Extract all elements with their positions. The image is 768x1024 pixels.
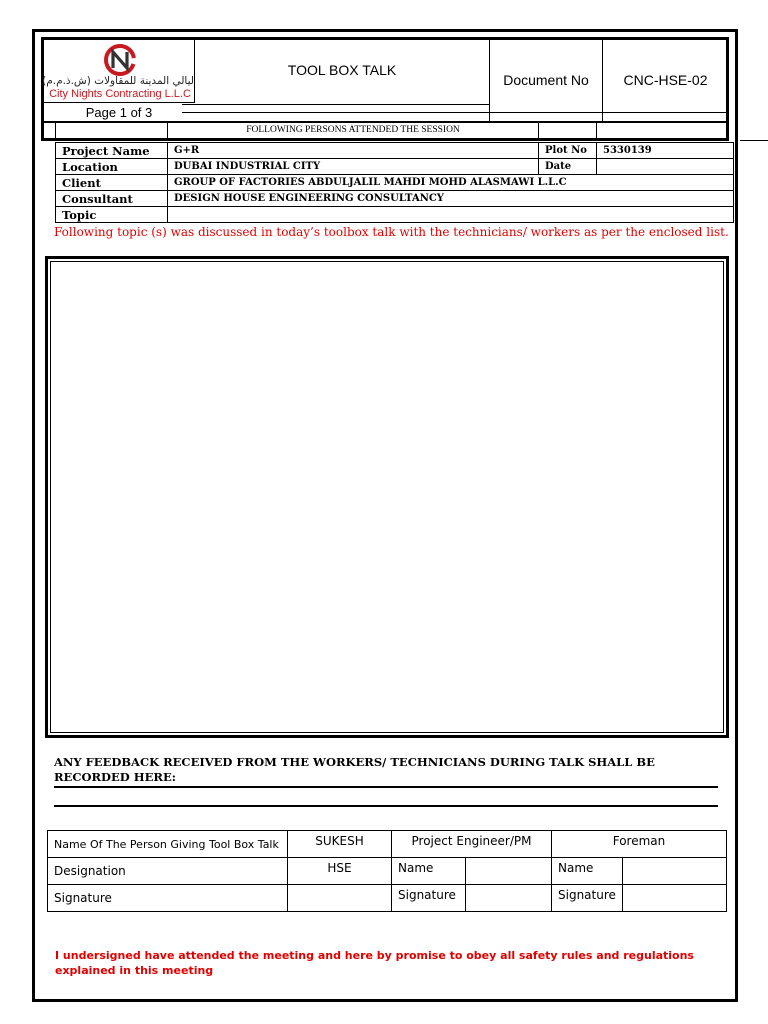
date-value[interactable] bbox=[597, 159, 734, 175]
signature-table bbox=[47, 830, 727, 912]
table-row bbox=[56, 143, 734, 159]
designation-label: Designation bbox=[48, 858, 288, 885]
consultant-value: DESIGN HOUSE ENGINEERING CONSULTANCY bbox=[168, 191, 734, 207]
declaration-text: I undersigned have attended the meeting and here by promise to obey all safety rules and regulations explained in this meeting bbox=[55, 949, 694, 977]
feedback-line[interactable] bbox=[54, 805, 718, 807]
foreman-name-label: Name bbox=[552, 858, 623, 885]
cnc-logo-icon bbox=[98, 43, 142, 77]
table-row bbox=[48, 885, 727, 912]
topic-value[interactable] bbox=[168, 207, 734, 223]
topic-content-inner bbox=[50, 261, 724, 733]
pm-name-field[interactable] bbox=[466, 858, 552, 885]
company-name-arabic: ليالي المدينة للمقاولات (ش.ذ.م.م) bbox=[42, 75, 194, 87]
divider bbox=[490, 112, 726, 113]
foreman-signature-label: Signature bbox=[552, 885, 623, 912]
foreman-signature-field[interactable] bbox=[622, 885, 726, 912]
pm-signature-label: Signature bbox=[392, 885, 466, 912]
giver-name: SUKESH bbox=[288, 831, 392, 858]
company-name-english: City Nights Contracting L.L.C bbox=[49, 88, 191, 100]
location-value: DUBAI INDUSTRIAL CITY bbox=[168, 159, 539, 175]
date-label: Date bbox=[539, 159, 597, 175]
location-label: Location bbox=[56, 159, 168, 175]
pm-heading: Project Engineer/PM bbox=[392, 831, 552, 858]
pm-name-label: Name bbox=[392, 858, 466, 885]
document-title: TOOL BOX TALK bbox=[287, 62, 397, 78]
project-info-table bbox=[55, 142, 734, 223]
giver-signature-field[interactable] bbox=[288, 885, 392, 912]
divider bbox=[182, 112, 490, 113]
project-name-label: Project Name bbox=[56, 143, 168, 159]
divider bbox=[538, 121, 539, 141]
page-indicator: Page 1 of 3 bbox=[85, 105, 153, 120]
intro-text: Following topic (s) was discussed in today’s toolbox talk with the technicians/ workers as per the enclosed list. bbox=[54, 225, 729, 239]
designation-value: HSE bbox=[288, 858, 392, 885]
foreman-heading: Foreman bbox=[552, 831, 727, 858]
pm-signature-field[interactable] bbox=[466, 885, 552, 912]
table-row bbox=[48, 831, 727, 858]
table-row bbox=[56, 175, 734, 191]
client-value: GROUP OF FACTORIES ABDULJALIL MAHDI MOHD ALASMAWI L.L.C bbox=[168, 175, 734, 191]
table-row bbox=[56, 191, 734, 207]
giver-label: Name Of The Person Giving Tool Box Talk bbox=[48, 831, 288, 858]
attendance-heading: FOLLOWING PERSONS ATTENDED THE SESSION bbox=[246, 125, 460, 135]
margin-tick bbox=[740, 140, 768, 141]
divider bbox=[55, 121, 56, 141]
document-no-label: Document No bbox=[503, 72, 589, 88]
divider bbox=[44, 121, 726, 123]
foreman-name-field[interactable] bbox=[622, 858, 726, 885]
company-logo bbox=[42, 41, 194, 103]
feedback-line[interactable] bbox=[54, 786, 718, 788]
divider bbox=[182, 104, 490, 105]
document-no-value: CNC-HSE-02 bbox=[623, 72, 708, 88]
project-name-value: G+R bbox=[168, 143, 539, 159]
topic-label: Topic bbox=[56, 207, 168, 223]
client-label: Client bbox=[56, 175, 168, 191]
plot-no-label: Plot No bbox=[539, 143, 597, 159]
divider bbox=[596, 121, 597, 141]
table-row bbox=[56, 159, 734, 175]
signature-label: Signature bbox=[48, 885, 288, 912]
table-row bbox=[56, 207, 734, 223]
feedback-heading: ANY FEEDBACK RECEIVED FROM THE WORKERS/ TECHNICIANS DURING TALK SHALL BE RECORDED HERE: bbox=[54, 755, 655, 784]
plot-no-value: 5330139 bbox=[597, 143, 734, 159]
table-row bbox=[48, 858, 727, 885]
consultant-label: Consultant bbox=[56, 191, 168, 207]
